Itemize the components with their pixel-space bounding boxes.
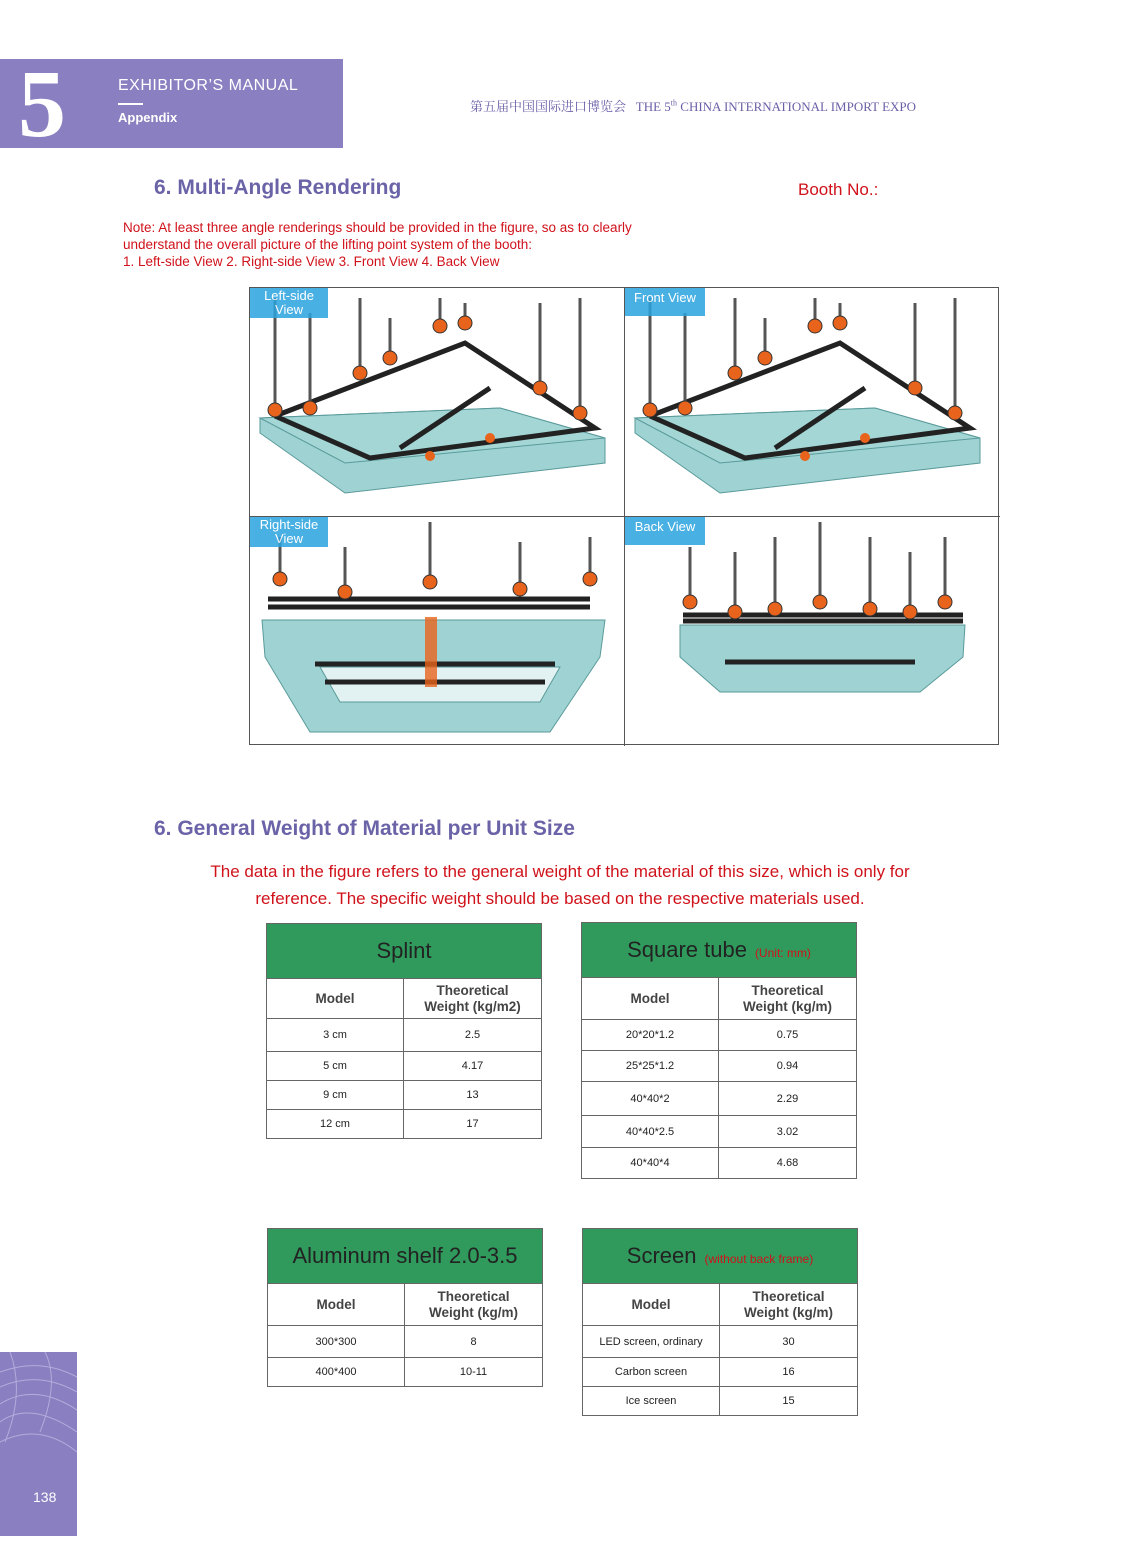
model-cell: 5 cm [267,1052,404,1081]
chain-hoist-icon [338,585,352,599]
chain-hoist-icon [423,575,437,589]
chain-hoist-icon [728,605,742,619]
view-label-line: View [275,302,303,317]
section-label: Appendix [118,110,178,125]
chain-hoist-icon [573,406,587,420]
weight-cell: 17 [404,1110,542,1139]
chain-hoist-icon [353,366,367,380]
chain-hoist-icon [683,595,697,609]
model-cell: 40*40*2.5 [582,1116,719,1148]
chain-hoist-icon [800,451,810,461]
table-title-text: Square tube [627,937,747,962]
rendering-grid [249,287,999,745]
page-number: 138 [33,1489,57,1505]
note-line: The data in the figure refers to the general weight of the material of this size, which is only for [210,862,910,881]
front-view-render [625,288,1000,517]
manual-title: EXHIBITOR’S MANUAL [118,77,299,94]
column-header-weight [405,1284,543,1326]
table-title-text: Screen [626,1243,697,1268]
model-cell: 12 cm [267,1110,404,1139]
view-label [250,288,328,318]
chain-hoist-icon [643,403,657,417]
expo-header-text [470,96,916,115]
chain-hoist-icon [533,381,547,395]
chain-hoist-icon [833,316,847,330]
table-row [268,1358,543,1387]
weight-cell: 4.17 [404,1052,542,1081]
footer-decoration [0,1352,77,1536]
table-row [267,1081,542,1110]
table-row [268,1326,543,1358]
note-line: understand the overall picture of the lifting point system of the booth: [123,237,532,252]
table-unit: (without back frame) [704,1252,814,1266]
model-cell: LED screen, ordinary [583,1326,720,1358]
model-cell: 20*20*1.2 [582,1020,719,1051]
chain-hoist-icon [768,602,782,616]
weight-cell: 30 [720,1326,858,1358]
weight-cell: 3.02 [719,1116,857,1148]
chain-hoist-icon [678,401,692,415]
rendering-note [123,219,723,270]
table-row [583,1358,858,1387]
chain-hoist-icon [273,572,287,586]
chain-hoist-icon [303,401,317,415]
view-label [250,517,328,547]
column-header-model: Model [582,978,719,1020]
chain-hoist-icon [513,582,527,596]
column-header-line: Theoretical [437,1288,510,1304]
table-title-text: Splint [376,938,432,963]
model-cell: 400*400 [268,1358,405,1387]
hoist-stack [425,617,437,687]
table-row [582,1051,857,1082]
model-cell: 25*25*1.2 [582,1051,719,1082]
column-header-model: Model [268,1284,405,1326]
column-header-model: Model [267,979,404,1019]
table-title [582,923,857,978]
chain-hoist-icon [860,433,870,443]
column-header-line: Weight (kg/m2) [424,998,521,1014]
table-row [267,1110,542,1139]
model-cell: 9 cm [267,1081,404,1110]
weight-cell: 13 [404,1081,542,1110]
chain-hoist-icon [425,451,435,461]
expo-name-prefix: THE 5 [635,99,671,114]
table-row [267,1019,542,1052]
table-row [582,1148,857,1179]
chain-hoist-icon [908,381,922,395]
column-header-weight [404,979,542,1019]
view-label-line: Front View [634,290,696,305]
view-label-line: Left-side [264,288,314,303]
expo-name-suffix: CHINA INTERNATIONAL IMPORT EXPO [677,99,917,114]
chain-hoist-icon [813,595,827,609]
chain-hoist-icon [758,351,772,365]
column-header-line: Weight (kg/m) [743,998,832,1014]
chain-hoist-icon [808,319,822,333]
model-cell: Ice screen [583,1387,720,1416]
expo-logo-numeral: 5 [18,50,66,157]
weight-cell: 2.29 [719,1082,857,1116]
chain-hoist-icon [938,595,952,609]
render-illustration [625,288,1000,517]
column-header-weight [719,978,857,1020]
weight-cell: 15 [720,1387,858,1416]
weight-cell: 8 [405,1326,543,1358]
wave-pattern-icon [0,1352,77,1536]
column-header-line: Theoretical [751,982,824,998]
view-label-line: View [275,531,303,546]
chain-hoist-icon [433,319,447,333]
weight-cell: 10-11 [405,1358,543,1387]
column-header-line: Theoretical [752,1288,825,1304]
table-row [583,1387,858,1416]
chain-hoist-icon [948,406,962,420]
chain-hoist-icon [458,316,472,330]
render-illustration [625,517,1000,746]
model-cell: Carbon screen [583,1358,720,1387]
chain-hoist-icon [268,403,282,417]
column-header-line: Weight (kg/m) [429,1304,518,1320]
chain-hoist-icon [728,366,742,380]
expo-name-sup: th [670,98,678,108]
back-view-render [625,517,1000,746]
table-title [268,1229,543,1284]
table-unit: (Unit: mm) [754,946,811,960]
model-cell: 40*40*4 [582,1148,719,1179]
weight-cell: 0.94 [719,1051,857,1082]
column-header-weight [720,1284,858,1326]
table-row [267,1052,542,1081]
chain-hoist-icon [863,602,877,616]
table-title [583,1229,858,1284]
chain-hoist-icon [583,572,597,586]
view-label-line: Back View [634,519,696,534]
weight-cell: 2.5 [404,1019,542,1052]
aluminum-shelf-weight-table [267,1228,543,1387]
weight-cell: 0.75 [719,1020,857,1051]
model-cell: 40*40*2 [582,1082,719,1116]
table-title-text: Aluminum shelf 2.0-3.5 [292,1243,518,1268]
table-row [582,1116,857,1148]
screen-weight-table [582,1228,858,1416]
table-row [582,1082,857,1116]
note-line: reference. The specific weight should be based on the respective materials used. [255,889,865,908]
square-tube-weight-table [581,922,857,1179]
weight-section-title: 6. General Weight of Material per Unit Size [154,817,575,840]
column-header-line: Weight (kg/m) [744,1304,833,1320]
table-title [267,924,542,979]
view-label-line: Right-side [259,517,319,532]
column-header-model: Model [583,1284,720,1326]
model-cell: 300*300 [268,1326,405,1358]
render-illustration [250,517,625,746]
banner-divider [118,103,143,105]
render-illustration [250,288,625,517]
booth-frame-panel [680,625,965,692]
table-row [582,1020,857,1051]
booth-number-label: Booth No.: [798,180,879,199]
left-side-view-render [250,288,625,517]
column-header-line: Theoretical [436,982,509,998]
header-banner [0,50,343,157]
chain-hoist-icon [485,433,495,443]
note-line: Note: At least three angle renderings should be provided in the figure, so as to clearly [123,220,632,235]
note-line: 1. Left-side View 2. Right-side View 3. Front View 4. Back View [123,254,500,269]
rendering-section-title: 6. Multi-Angle Rendering [154,176,402,199]
weight-reference-note [150,858,970,912]
right-side-view-render [250,517,625,746]
weight-cell: 16 [720,1358,858,1387]
table-row [583,1326,858,1358]
expo-name-cn: 第五届中国国际进口博览会 [470,99,627,114]
splint-weight-table [266,923,542,1139]
chain-hoist-icon [383,351,397,365]
model-cell: 3 cm [267,1019,404,1052]
view-label [625,288,705,316]
view-label [625,517,705,545]
weight-cell: 4.68 [719,1148,857,1179]
chain-hoist-icon [903,605,917,619]
